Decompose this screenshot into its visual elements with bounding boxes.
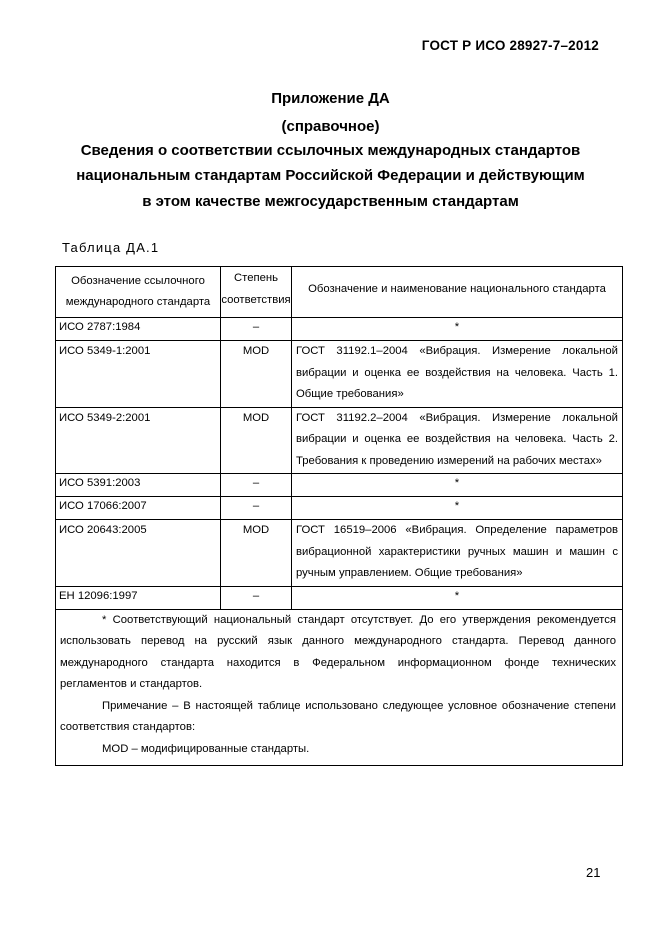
national-standard-cell: * [292,586,623,609]
table-notes-cell [56,609,623,765]
degree-cell: MOD [221,341,292,408]
table-row [56,341,623,408]
header-national-standard: Обозначение и наименование национального стандарта [292,267,623,318]
header-intl-standard: Обозначение ссылочного международного стандарта [56,267,221,318]
degree-cell: – [221,586,292,609]
table-legend: MOD – модифицированные стандарты. [102,743,310,756]
table-row [56,586,623,609]
national-standard-cell: * [292,497,623,520]
degree-cell: MOD [221,520,292,587]
table-footnote: * Соответствующий национальный стандарт отсутствует. До его утверждения рекомендуется использовать перевод на русский язык данного международного стандарта. Перевод данного международного стандарта находится в Федеральном информационном фонде технических регламентов и стандартов. [60,613,616,691]
national-standard-cell: * [292,474,623,497]
header-degree: Степень соответствия [221,267,292,318]
degree-cell: – [221,474,292,497]
intl-standard-cell: ИСО 20643:2005 [56,520,221,587]
annex-heading-line-1: Сведения о соответствии ссылочных международных стандартов [80,142,581,159]
intl-standard-cell: ЕН 12096:1997 [56,586,221,609]
page-number: 21 [586,865,601,880]
table-row [56,318,623,341]
intl-standard-cell: ИСО 2787:1984 [56,318,221,341]
table-note-row [56,609,623,765]
document-code-header: ГОСТ Р ИСО 28927-7–2012 [421,38,599,53]
table-header-row [56,267,623,318]
annex-subtitle: (справочное) [281,118,380,135]
intl-standard-cell: ИСО 5391:2003 [56,474,221,497]
intl-standard-cell: ИСО 5349-1:2001 [56,341,221,408]
table-note: Примечание – В настоящей таблице использовано следующее условное обозначение степени соответствия стандартов: [60,699,616,734]
table-caption: Таблица ДА.1 [62,240,160,255]
national-standard-cell: ГОСТ 31192.2–2004 «Вибрация. Измерение локальной вибрации и оценка ее воздействия на человека. Часть 2. Требования к проведению измерений на рабочих местах» [292,407,623,474]
national-standard-cell: ГОСТ 16519–2006 «Вибрация. Определение параметров вибрационной характеристики ручных машин и машин с ручным управлением. Общие требования» [292,520,623,587]
table-row [56,407,623,474]
annex-heading-line-3: в этом качестве межгосударственным стандартам [142,193,519,210]
intl-standard-cell: ИСО 17066:2007 [56,497,221,520]
national-standard-cell: ГОСТ 31192.1–2004 «Вибрация. Измерение локальной вибрации и оценка ее воздействия на человека. Часть 1. Общие требования» [292,341,623,408]
annex-heading-line-2: национальным стандартам Российской Федерации и действующим [76,167,585,184]
degree-cell: – [221,318,292,341]
degree-cell: MOD [221,407,292,474]
degree-cell: – [221,497,292,520]
intl-standard-cell: ИСО 5349-2:2001 [56,407,221,474]
annex-title: Приложение ДА [271,90,390,107]
table-row [56,497,623,520]
table-row [56,520,623,587]
national-standard-cell: * [292,318,623,341]
table-row [56,474,623,497]
standards-correspondence-table [55,266,623,766]
